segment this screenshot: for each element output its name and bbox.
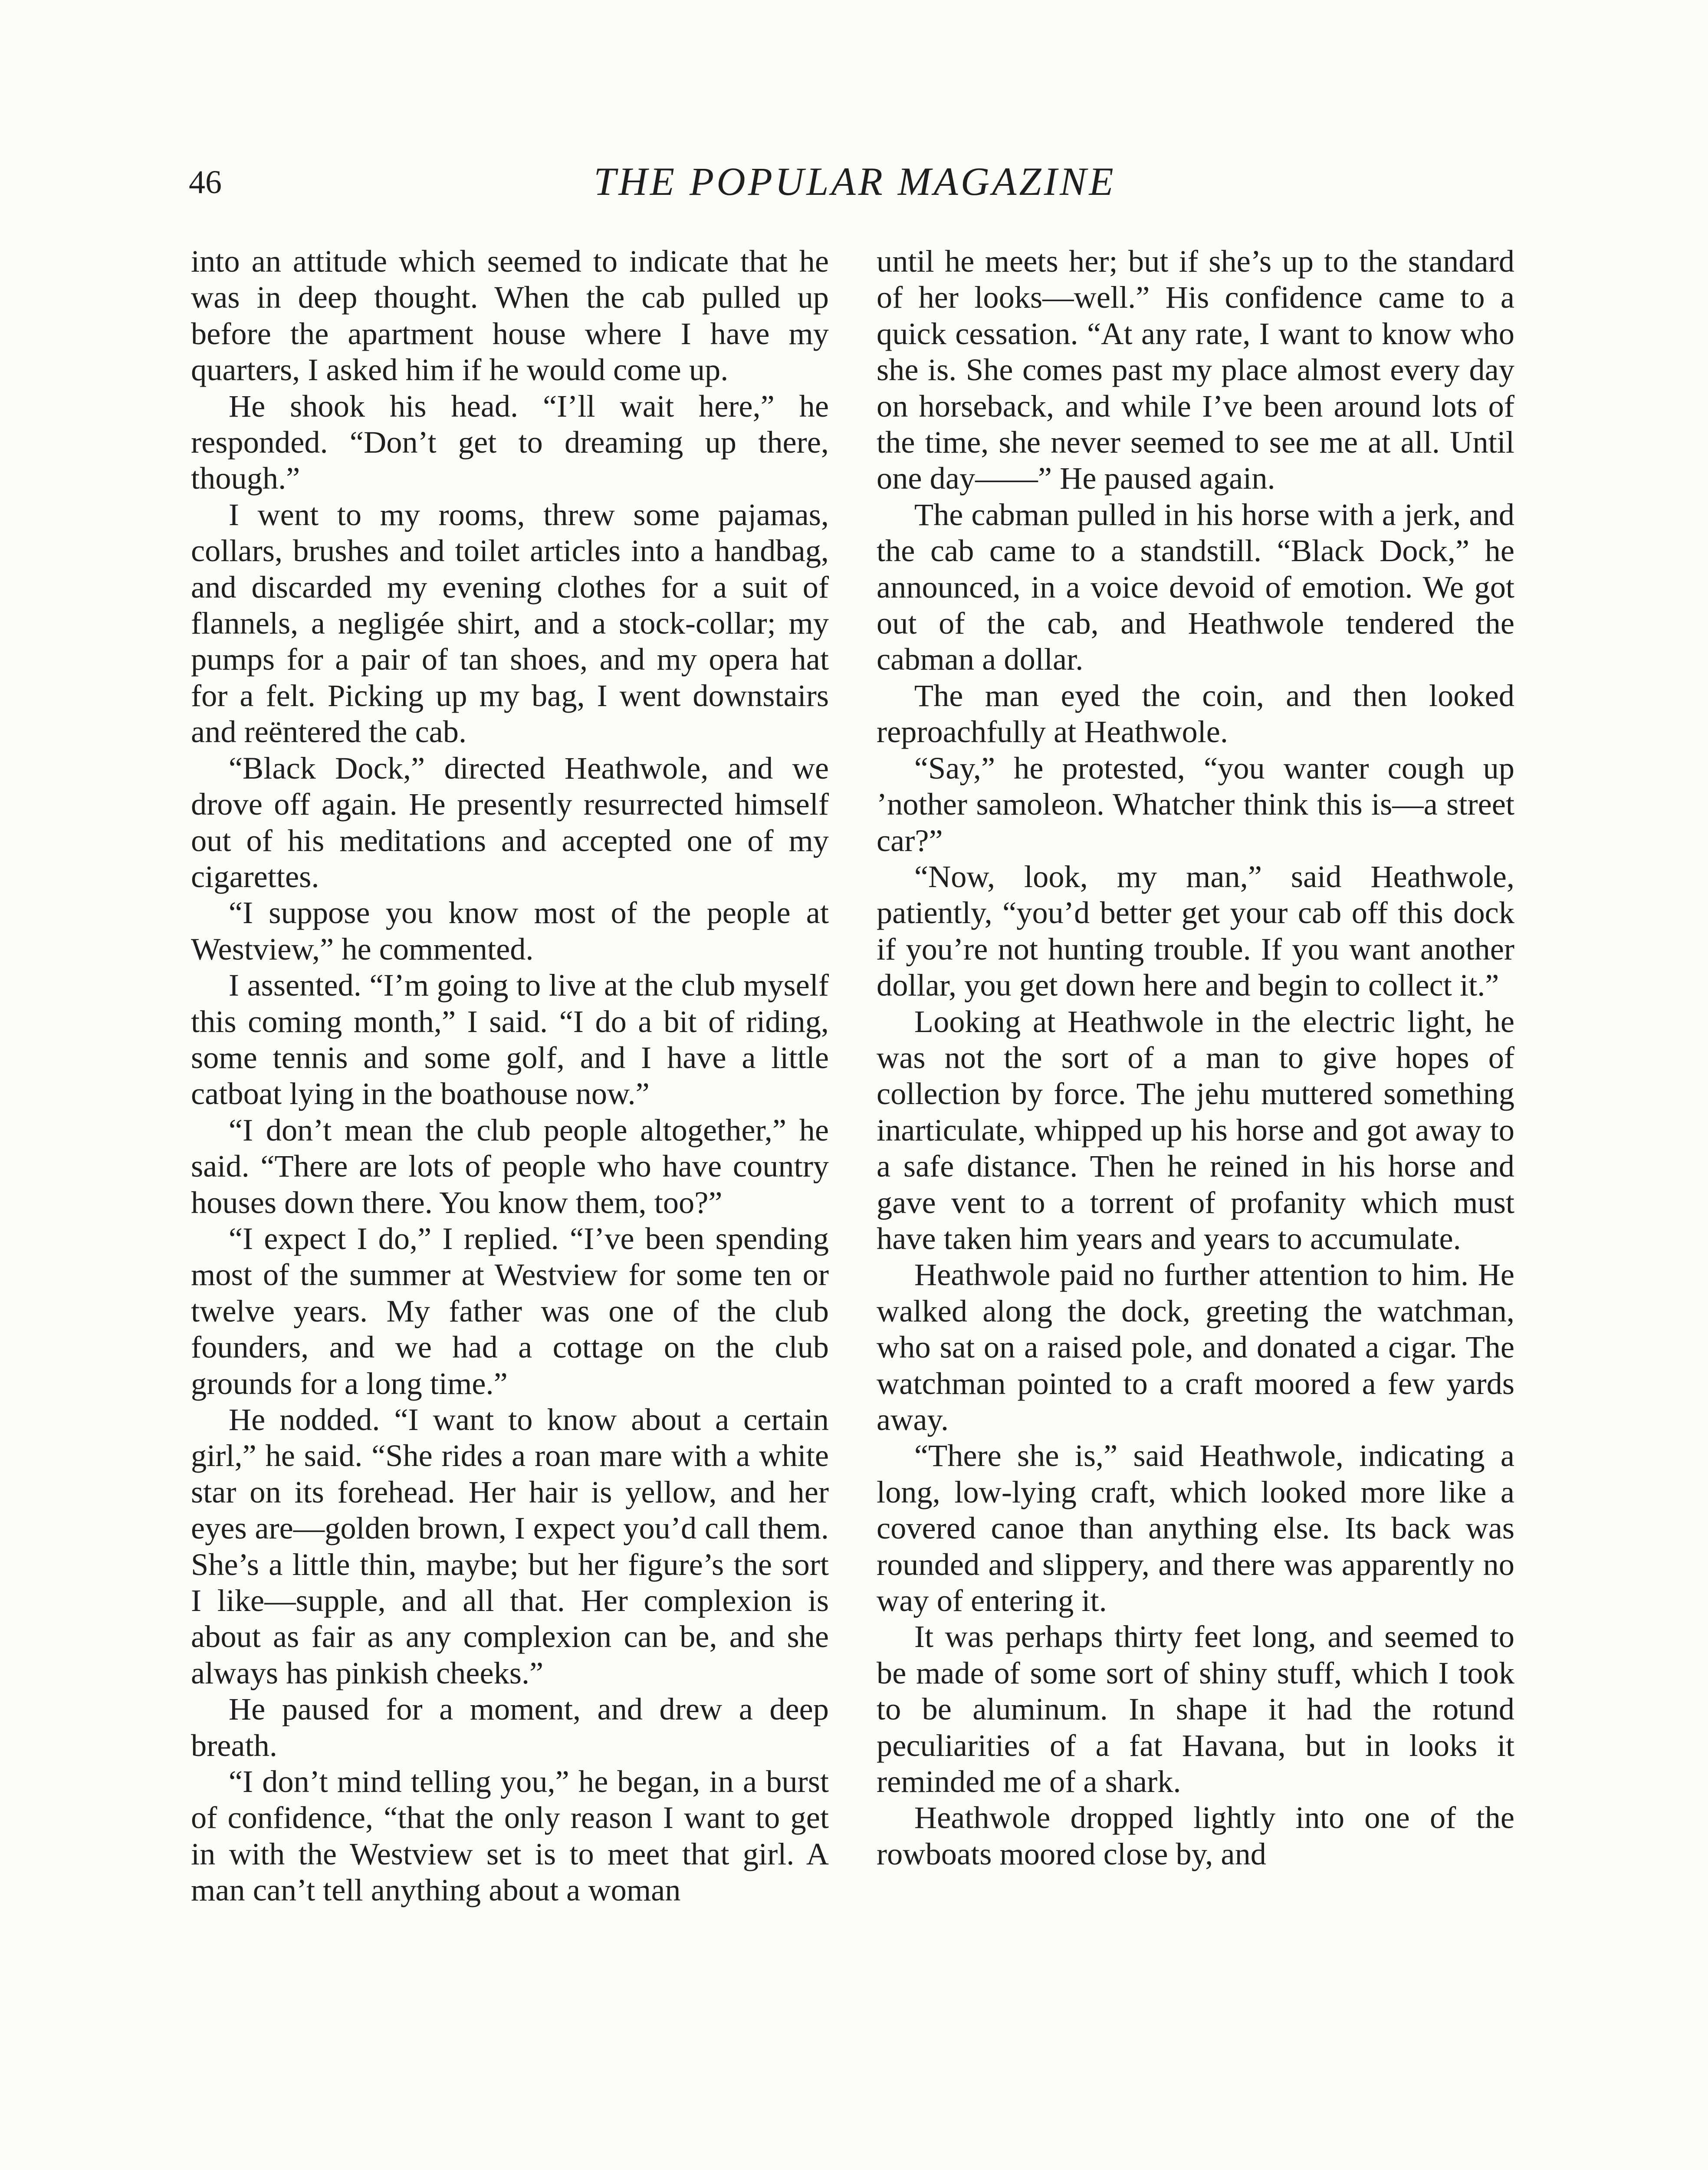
paragraph: The man eyed the coin, and then looked reproachfully at Heathwole. bbox=[877, 677, 1514, 750]
paragraph: He nodded. “I want to know about a certain girl,” he said. “She rides a roan mare with a white star on its forehead. Her hair is yellow, and her eyes are—golden brown, I expect you’d call them. She’s a little thin, maybe; but her figure’s the sort I like—supple, and all that. Her complexion is about as fair as any complexion can be, and she always has pinkish cheeks.” bbox=[191, 1402, 829, 1690]
paragraph: The cabman pulled in his horse with a jerk, and the cab came to a standstill. “Black Dock,” he announced, in a voice devoid of emotion. We got out of the cab, and Heathwole tendered the cabman a dollar. bbox=[877, 496, 1514, 677]
page-number: 46 bbox=[189, 164, 222, 201]
paragraph: “I suppose you know most of the people at Westview,” he commented. bbox=[191, 895, 829, 967]
paragraph: “Say,” he protested, “you wanter cough up ’nother samoleon. Whatcher think this is—a street car?” bbox=[877, 750, 1514, 858]
paragraph: “Now, look, my man,” said Heathwole, patiently, “you’d better get your cab off this dock if you’re not hunting trouble. If you want another dollar, you get down here and begin to collect it.” bbox=[877, 858, 1514, 1003]
paragraph: “Black Dock,” directed Heathwole, and we drove off again. He presently resurrected himself out of his meditations and accepted one of my cigarettes. bbox=[191, 750, 829, 894]
page-header bbox=[189, 158, 1521, 210]
paragraph: “I don’t mean the club people altogether,” he said. “There are lots of people who have country houses down there. You know them, too?” bbox=[191, 1112, 829, 1220]
paragraph: I assented. “I’m going to live at the club myself this coming month,” I said. “I do a bit of riding, some tennis and some golf, and I have a little catboat lying in the boathouse now.” bbox=[191, 967, 829, 1111]
paragraph: “I expect I do,” I replied. “I’ve been spending most of the summer at Westview for some ten or twelve years. My father was one of the club founders, and we had a cottage on the club grounds for a long time.” bbox=[191, 1220, 829, 1401]
paragraph: until he meets her; but if she’s up to the standard of her looks—well.” His confidence came to a quick cessation. “At any rate, I want to know who she is. She comes past my place almost every day on horseback, and while I’ve been around lots of the time, she never seemed to see me at all. Until one day——” He paused again. bbox=[877, 243, 1514, 496]
paragraph: Looking at Heathwole in the electric light, he was not the sort of a man to give hopes of collection by force. The jehu muttered something inarticulate, whipped up his horse and got away to a safe distance. Then he reined in his horse and gave vent to a torrent of profanity which must have taken him years and years to accumulate. bbox=[877, 1003, 1514, 1256]
paragraph: into an attitude which seemed to indicate that he was in deep thought. When the cab pulled up before the apartment house where I have my quarters, I asked him if he would come up. bbox=[191, 243, 829, 388]
paragraph: I went to my rooms, threw some pajamas, collars, brushes and toilet articles into a handbag, and discarded my evening clothes for a suit of flannels, a negligée shirt, and a stock-collar; my pumps for a pair of tan shoes, and my opera hat for a felt. Picking up my bag, I went downstairs and reëntered the cab. bbox=[191, 496, 829, 750]
paragraph: Heathwole paid no further attention to him. He walked along the dock, greeting the watchman, who sat on a raised pole, and donated a cigar. The watchman pointed to a craft moored a few yards away. bbox=[877, 1257, 1514, 1437]
running-title: THE POPULAR MAGAZINE bbox=[594, 159, 1116, 204]
left-column bbox=[191, 243, 829, 1908]
right-column bbox=[877, 243, 1514, 1872]
paragraph: Heathwole dropped lightly into one of the rowboats moored close by, and bbox=[877, 1800, 1514, 1871]
paragraph: He paused for a moment, and drew a deep breath. bbox=[191, 1691, 829, 1763]
paragraph: “There she is,” said Heathwole, indicating a long, low-lying craft, which looked more like a covered canoe than anything else. Its back was rounded and slippery, and there was apparently no way of entering it. bbox=[877, 1438, 1514, 1618]
paragraph: He shook his head. “I’ll wait here,” he responded. “Don’t get to dreaming up there, though.” bbox=[191, 388, 829, 496]
paragraph: “I don’t mind telling you,” he began, in a burst of confidence, “that the only reason I want to get in with the Westview set is to meet that girl. A man can’t tell anything about a woman bbox=[191, 1764, 829, 1908]
paragraph: It was perhaps thirty feet long, and seemed to be made of some sort of shiny stuff, which I took to be aluminum. In shape it had the rotund peculiarities of a fat Havana, but in looks it reminded me of a shark. bbox=[877, 1619, 1514, 1799]
